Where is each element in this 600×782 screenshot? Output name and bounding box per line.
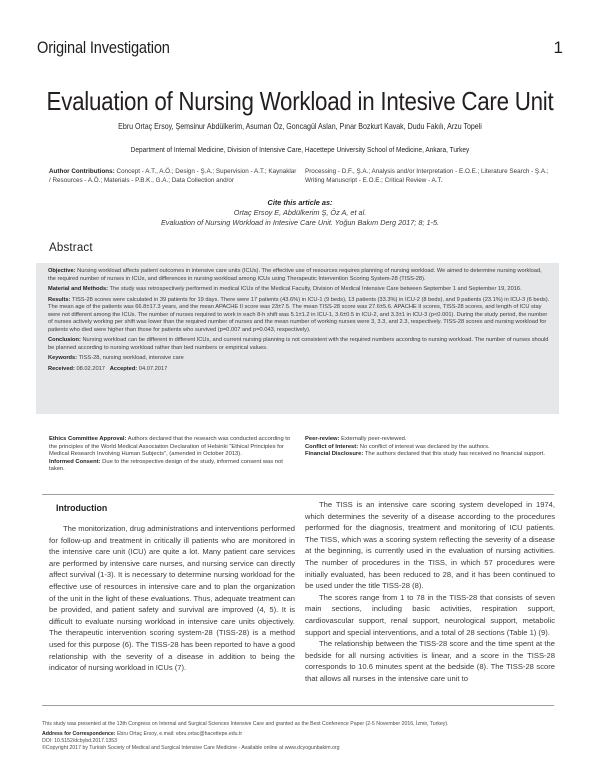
- section-divider: [42, 494, 554, 495]
- financial-label: Financial Disclosure:: [305, 451, 364, 457]
- ethics-text: Authors declared that the research was conducted according to the principles of the World Medical Association Declaration of Helsinki "Ethical Principles for Medical Research Involving Human Subjects", (amended in October 2013).: [49, 436, 291, 457]
- abstract-results: [48, 297, 551, 335]
- methods-text: The study was retrospectively performed in medical ICUs of the Medical Faculty, Division of Medical Intensive Care between September 1 and September 19, 2016.: [109, 286, 522, 292]
- author-contributions-right: Processing - D.F., Ş.A.; Analysis and/or Interpretation - E.O.E.; Literature Search - Ş.A.; Writing Manuscript - E.O.E.; Critical Review - A.T.: [305, 168, 549, 185]
- conflict-text: No conflict of interest was declared by the authors.: [359, 443, 490, 450]
- financial-text: The authors declared that this study has received no financial support.: [364, 451, 545, 457]
- consent-label: Informed Consent:: [49, 458, 101, 465]
- cite-line-2: Evaluation of Nursing Workload in Intesive Care Unit. Yoğun Bakım Derg 2017; 8; 1-5.: [160, 218, 440, 227]
- consent-text: Due to the retrospective design of the study, informed consent was not taken.: [49, 458, 283, 472]
- cite-block: [0, 198, 600, 228]
- conclusion-label: Conclusion:: [48, 337, 81, 343]
- page-number: 1: [553, 38, 563, 57]
- cite-heading: Cite this article as:: [267, 198, 333, 207]
- peer-review-text: Externally peer-reviewed.: [341, 436, 407, 442]
- abstract-conclusion: [48, 337, 551, 352]
- correspondence: [42, 731, 562, 738]
- running-head: Original Investigation: [37, 38, 170, 57]
- doi: DOI: 10.5152/dcbybd.2017.1353: [42, 738, 117, 744]
- body-column-left: [49, 523, 295, 674]
- abstract-dates: [48, 366, 551, 374]
- paragraph: The relationship between the TISS-28 score and the time spent at the bedside for all nursing activities is linear, and a score in the TISS-28 corresponds to 10.6 minutes spent at the bedside (8). The TISS-28 score that allows all nurses in the intensive care unit to: [305, 639, 555, 683]
- disclosure-block: [305, 436, 555, 459]
- paragraph: The monitorization, drug administrations and interventions performed for follow-up and treatment in critically ill patients who are monitored in the intensive care unit (ICU) are quite a lot. Many patient care services are performed by intensive care nurses, and nursing service can directly affect survival (1-3). It is necessary to determine nursing workload for the effective use of resources in intensive care and to plan the organization of the unit in the light of these evaluations. Thus, adequate treatment can be provided, and patient safety and survival are improved (4, 5). It is difficult to evaluate nursing workload in intensive care units objectively. The therapeutic intervention scoring system-28 (TISS-28) is a method used for this purpose (6). The TISS-28 has been reported to have a good relationship with the severity of a disease in addition to being the indicator of nursing workload in ICUs (7).: [49, 524, 295, 673]
- body-column-right: [305, 499, 555, 685]
- contributions-label: Author Contributions:: [49, 168, 115, 175]
- objective-label: Objective:: [48, 268, 76, 274]
- author-list: Ebru Ortaç Ersoy, Şemsinur Abdülkerim, Asuman Öz, Goncagül Aslan, Pınar Bozkurt Kavak, Dudu Fakılı, Arzu Topeli: [118, 122, 482, 131]
- conclusion-text: Nursing workload can be different in different ICUs, and current nursing planning is not consistent with the required numbers according to nursing workload. The number of nurses should be planned according to nursing workload rather than bed numbers or empirical values.: [48, 337, 549, 351]
- author-contributions-left: [49, 167, 299, 186]
- paragraph: The TISS is an intensive care scoring system developed in 1974, which determines the severity of a disease according to the procedures performed for the diagnosis, treatment and monitoring of ICU patients. The TISS, which was a scoring system reflecting the severity of a disease at the beginning, is currently used in the evaluation of nursing activities. The number of procedures in the TISS, in which 57 procedures were initially evaluated, has been reduced to 28, and it has been continued to be used under the title TISS-28 (8).: [305, 500, 555, 591]
- article-title: Evaluation of Nursing Workload in Intesive Care Unit: [46, 86, 554, 116]
- abstract-heading: Abstract: [49, 242, 93, 254]
- affiliation: Department of Internal Medicine, Division of Intensive Care, Hacettepe University School of Medicine, Ankara, Turkey: [130, 145, 470, 154]
- keywords-label: Keywords:: [48, 355, 78, 361]
- correspondence-label: Address for Correspondence:: [42, 731, 116, 737]
- results-text: TISS-28 scores were calculated in 39 patients for 19 days. There were 17 patients (43.6%) in ICU-1 (9 beds), 13 patients (33.3%) in ICU-2 (8 beds), and 9 patients (23.1%) in ICU-3 (6 beds). The mean age of the patients was 66.8±17.3 years, and the mean APACHE II score was 23±7.5. The mean TISS-28 score was 27.6±5.6. APACHE II scores, TISS-28 scores, and length of ICU stay were not different among the ICUs. The number of nurses required to work in each 8-h shift was 5.1±1.2 in ICU-1, 3.6±0.5 in ICU-2, and 3.3±1 in ICU-3 (p<0.001). During the study period, the number of nurses actively working per shift was lower than the required number of nurses and the mean number of working nurses were 3, 3.3, and 2.3, respectively. TISS-28 scores and nursing workload for patients who died were higher than those for patients who survived (p=0.007 and p=0.043, respectively).: [48, 296, 550, 333]
- results-label: Results:: [48, 296, 71, 303]
- objective-text: Nursing workload affects patient outcomes in intensive care units (ICUs). The effective use of resources requires planning of nursing workload. We aimed to determine nursing workload, the required number of nurses in ICUs, and differences in nursing workload among ICUs using Therapeutic Intervention Scoring System-28 (TISS-28).: [48, 268, 542, 282]
- footnotes: [42, 721, 562, 752]
- received-label: Received:: [48, 365, 75, 372]
- accepted-label: Accepted:: [109, 365, 138, 372]
- ethics-block: [49, 436, 294, 474]
- presentation-note: This study was presented at the 13th Congress on Internal and Surgical Sciences Intensive Care and granted as the Best Conference Paper (2-5 November 2016, İzmir, Turkey).: [42, 721, 449, 727]
- abstract-objective: [48, 268, 551, 283]
- contributions-text-left: Concept - A.T., A.Ö.; Design - Ş.A.; Supervision - A.T.; Kaynaklar / Resources - A.Ö.; Materials - P.B.K., G.A.; Data Collection and/or: [49, 168, 297, 185]
- abstract-methods: [48, 286, 551, 294]
- paragraph: The scores range from 1 to 78 in the TISS-28 that consists of seven main sections, including basic activities, respiration support, cardiovascular support, renal support, neurological support, metabolic support and special interventions, and a total of 28 sections (Table 1) (9).: [305, 592, 555, 637]
- received-date: 08.02.2017: [76, 365, 105, 372]
- methods-label: Material and Methods:: [48, 286, 109, 292]
- correspondence-text: Ebru Ortaç Ersoy, e.mail: ebru.ortac@hacettepe.edu.tr: [116, 731, 243, 737]
- accepted-date: 04.07.2017: [138, 365, 168, 372]
- peer-review-label: Peer-review:: [305, 436, 340, 442]
- introduction-heading: Introduction: [56, 503, 108, 513]
- abstract-text: [48, 268, 551, 376]
- cite-line-1: Ortaç Ersoy E, Abdülkerim Ş, Öz A, et al.: [233, 208, 367, 217]
- abstract-keywords: [48, 355, 551, 363]
- ethics-label: Ethics Committee Approval:: [49, 436, 127, 442]
- footnote-divider: [42, 705, 554, 706]
- copyright: ©Copyright 2017 by Turkish Society of Medical and Surgical Intensive Care Medicine - Available online at www.dcyogunbakim.org: [42, 745, 340, 751]
- keywords-text: TISS-28, nursing workload, intensive care: [78, 355, 184, 361]
- conflict-label: Conflict of Interest:: [305, 443, 359, 450]
